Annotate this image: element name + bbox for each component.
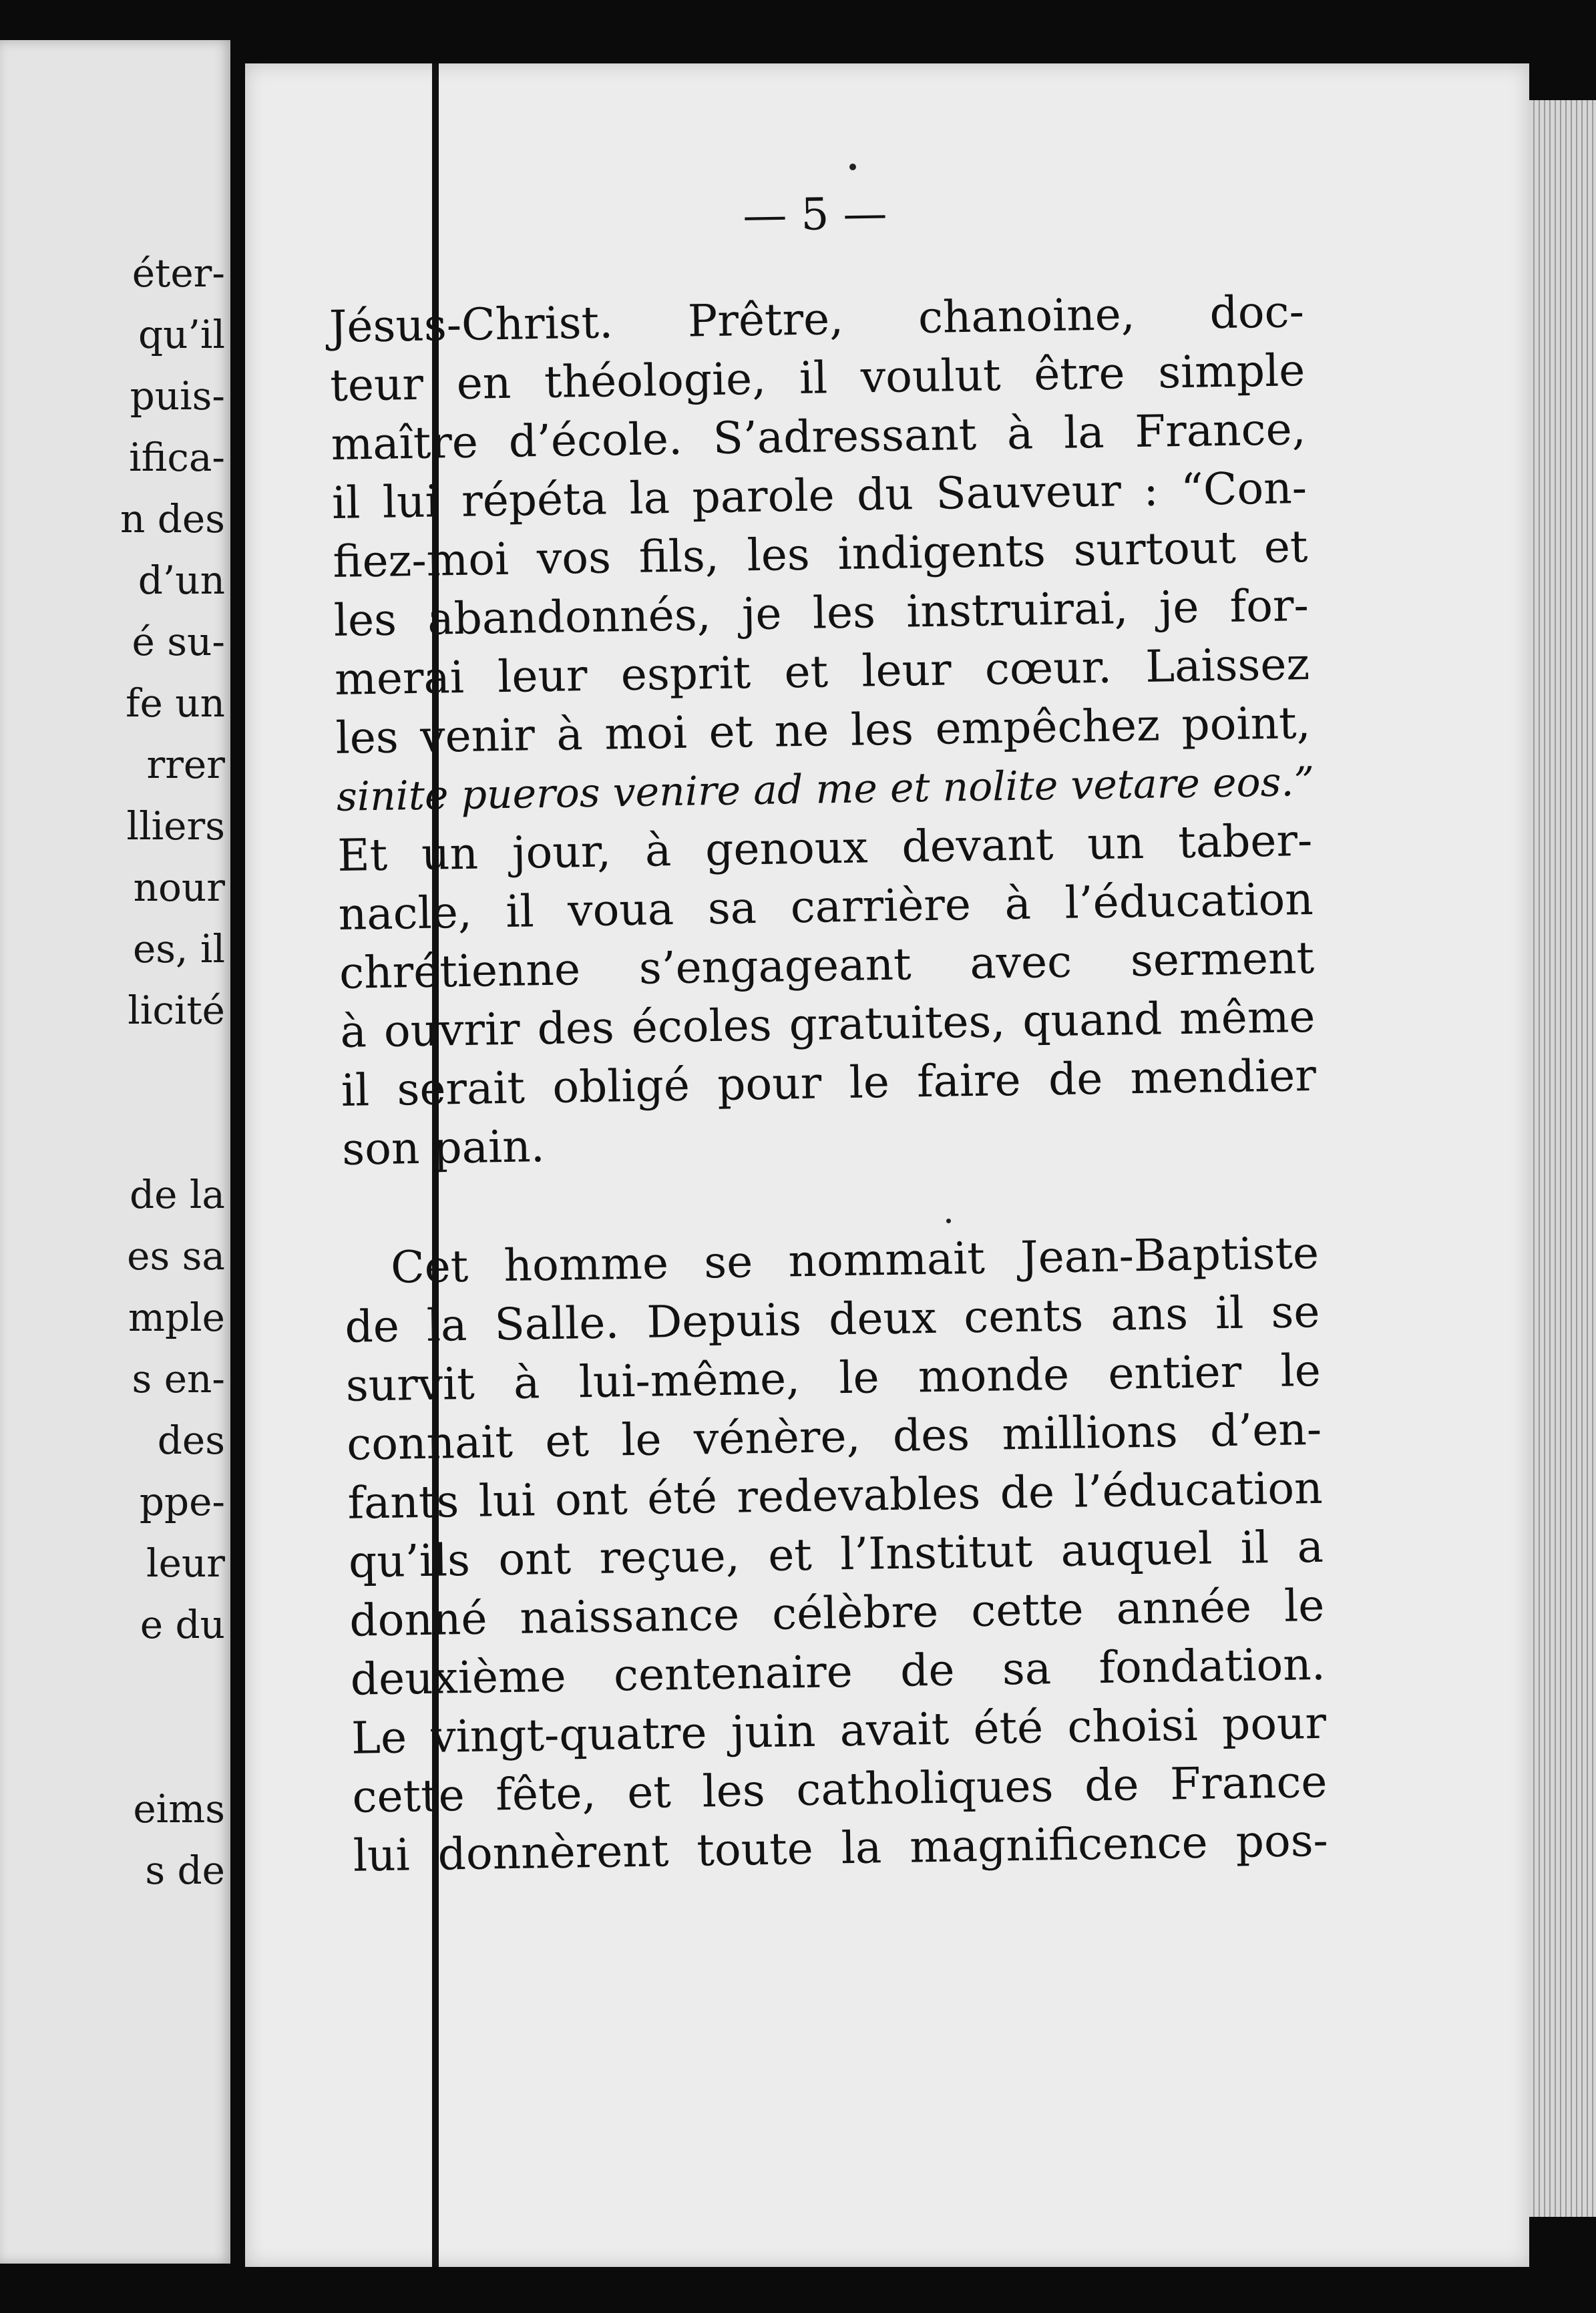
text-line: son pain. — [341, 1120, 546, 1175]
left-line: es sa — [127, 1233, 225, 1279]
left-line: eims — [133, 1786, 225, 1832]
page-text — [327, 185, 1330, 2003]
left-line: mple — [128, 1295, 225, 1340]
text-line: qu’ils ont reçue, et l’Institut auquel il a — [348, 1520, 1324, 1588]
left-line: de la — [129, 1172, 225, 1217]
page-number: — 5 — — [742, 187, 887, 242]
text-line: nacle, il voua sa carrière à l’éducation — [338, 873, 1314, 940]
text-line: Et un jour, à genoux devant un taber- — [337, 814, 1313, 881]
left-line: d’un — [138, 558, 225, 603]
left-line: qu’il — [138, 312, 225, 357]
left-line: es, il — [132, 926, 225, 972]
book-gutter — [230, 40, 245, 2264]
text-line: de la Salle. Depuis deux cents ans il se — [344, 1285, 1320, 1353]
left-line: s en- — [132, 1356, 225, 1402]
text-line: les venir à moi et ne les empêchez point, — [335, 696, 1312, 764]
text-line: fiez-moi vos fils, les indigents surtout et — [332, 521, 1308, 588]
page-edges — [1529, 100, 1596, 2217]
text-line: Le vingt-quatre juin avait été choisi pour — [351, 1697, 1327, 1764]
left-line: n des — [120, 496, 225, 542]
text-line: connait et le vénère, des millions d’en- — [346, 1403, 1322, 1470]
left-line: é su- — [132, 619, 225, 664]
left-line: nour — [133, 865, 225, 910]
left-page — [0, 40, 230, 2264]
left-line: licité — [128, 988, 225, 1033]
text-line: merai leur esprit et leur cœur. Laissez — [334, 638, 1310, 705]
text-line: à ouvrir des écoles gratuites, quand même — [339, 990, 1316, 1058]
left-line: ppe- — [139, 1479, 225, 1524]
text-line: survit à lui-même, le monde entier le — [345, 1344, 1322, 1412]
text-line: donné naissance célèbre cette année le — [349, 1579, 1325, 1647]
left-line: rrer — [146, 742, 225, 787]
latin-quote-line: sinite pueros venire ad me et nolite vetare eos.” — [336, 758, 1315, 821]
text-line: lui donnèrent toute la magnificence pos- — [353, 1814, 1329, 1882]
text-line: fants lui ont été redevables de l’éducation — [347, 1462, 1324, 1529]
left-line: s de — [145, 1848, 225, 1893]
text-line: deuxième centenaire de sa fondation. — [350, 1638, 1326, 1705]
left-line: fe un — [126, 680, 225, 726]
left-line: ifica- — [129, 435, 225, 480]
text-line: Jésus-Christ. Prêtre, chanoine, doc- — [329, 286, 1305, 353]
left-line: des — [157, 1418, 225, 1463]
left-line: puis- — [130, 373, 225, 419]
text-line: il serait obligé pour le faire de mendier — [341, 1049, 1317, 1116]
text-line: Cet homme se nommait Jean-Baptiste — [390, 1227, 1320, 1293]
speck — [849, 164, 856, 170]
left-line: éter- — [132, 250, 225, 296]
text-line: teur en théologie, il voulut être simple — [329, 345, 1306, 411]
text-line: les abandonnés, je les instruirai, je for- — [333, 579, 1310, 646]
text-line: maître d’école. S’adressant à la France, — [331, 403, 1307, 470]
text-line: chrétienne s’engageant avec serment — [339, 931, 1315, 999]
left-line: leur — [146, 1540, 225, 1586]
left-line: e du — [140, 1602, 225, 1647]
text-line: il lui répéta la parole du Sauveur : “Con- — [331, 462, 1308, 529]
left-line: lliers — [126, 803, 225, 849]
text-line: cette fête, et les catholiques de France — [351, 1755, 1328, 1823]
